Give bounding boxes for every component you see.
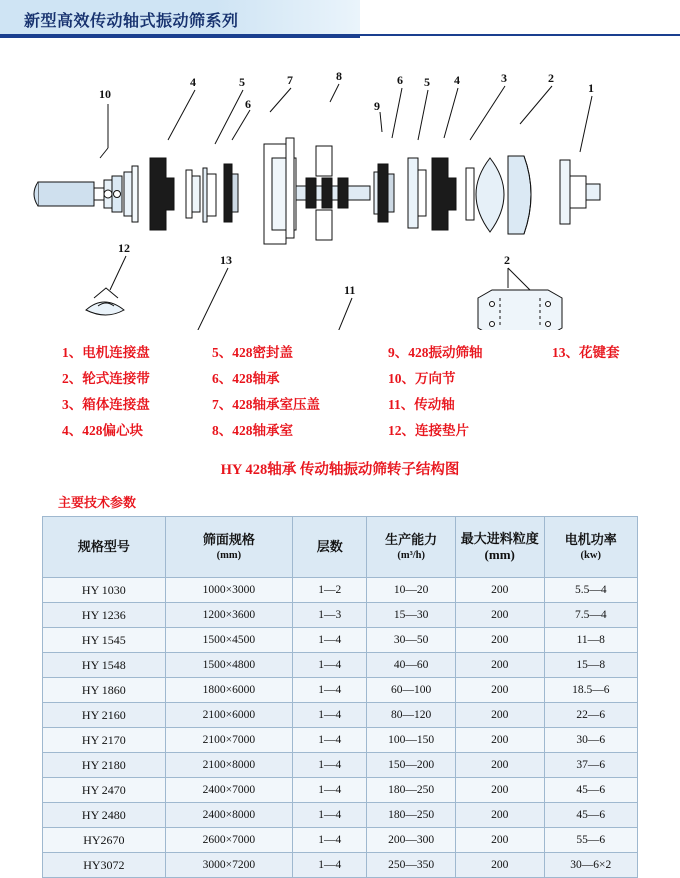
legend-item: 2、轮式连接带	[62, 371, 150, 386]
cell-screen-size: 1800×6000	[165, 678, 292, 703]
callout-2-top: 2	[548, 71, 554, 85]
cell-screen-size: 2600×7000	[165, 828, 292, 853]
cell-layers: 1—4	[293, 803, 367, 828]
table-header-cell	[43, 517, 166, 578]
cell-screen-size: 1200×3600	[165, 603, 292, 628]
params-section-title: 主要技术参数	[58, 495, 137, 510]
cell-power: 7.5—4	[544, 603, 637, 628]
callout-9: 9	[374, 99, 380, 113]
legend-item: 12、连接垫片	[388, 423, 469, 438]
cell-screen-size: 2400×8000	[165, 803, 292, 828]
page-title: 新型高效传动轴式振动筛系列	[24, 13, 239, 30]
banner-divider	[0, 34, 680, 36]
cell-max-feed: 200	[455, 853, 544, 878]
cell-model: HY3072	[43, 853, 166, 878]
cell-capacity: 150—200	[367, 753, 455, 778]
header-unit: (kw)	[580, 549, 601, 561]
cell-model: HY 2160	[43, 703, 166, 728]
legend-item: 11、传动轴	[388, 397, 455, 412]
cell-max-feed: 200	[455, 603, 544, 628]
cell-screen-size: 2100×7000	[165, 728, 292, 753]
callout-11: 11	[344, 283, 356, 297]
cell-max-feed: 200	[455, 578, 544, 603]
cell-max-feed: 200	[455, 703, 544, 728]
cell-model: HY 1030	[43, 578, 166, 603]
cell-max-feed: 200	[455, 778, 544, 803]
cell-model: HY 2470	[43, 778, 166, 803]
callout-6-left: 6	[245, 97, 251, 111]
cell-layers: 1—4	[293, 628, 367, 653]
table-row	[43, 778, 638, 803]
cell-model: HY 2170	[43, 728, 166, 753]
cell-power: 5.5—4	[544, 578, 637, 603]
table-row	[43, 603, 638, 628]
cell-capacity: 80—120	[367, 703, 455, 728]
legend-item: 7、428轴承室压盖	[212, 397, 320, 412]
cell-model: HY 1545	[43, 628, 166, 653]
cell-max-feed: 200	[455, 803, 544, 828]
header-label: 最大进料粒度(mm)	[460, 530, 539, 562]
cell-layers: 1—2	[293, 578, 367, 603]
header-label: 生产能力	[385, 532, 438, 548]
table-row	[43, 678, 638, 703]
legend-item: 10、万向节	[388, 371, 456, 386]
parts-legend	[0, 340, 680, 450]
legend-item: 8、428轴承室	[212, 423, 293, 438]
spec-table	[42, 516, 638, 878]
table-header-row	[43, 517, 638, 578]
legend-item: 1、电机连接盘	[62, 345, 150, 360]
cell-layers: 1—4	[293, 828, 367, 853]
cell-screen-size: 1500×4800	[165, 653, 292, 678]
legend-item: 5、428密封盖	[212, 345, 293, 360]
cell-power: 30—6	[544, 728, 637, 753]
cell-max-feed: 200	[455, 828, 544, 853]
header-label: 筛面规格	[202, 532, 255, 548]
callout-10: 10	[99, 87, 111, 101]
cell-model: HY 1236	[43, 603, 166, 628]
callout-6-right: 6	[397, 73, 403, 87]
cell-model: HY2670	[43, 828, 166, 853]
legend-item: 4、428偏心块	[62, 423, 143, 438]
callout-4-left: 4	[190, 75, 196, 89]
legend-column-4	[552, 340, 620, 366]
cell-layers: 1—4	[293, 753, 367, 778]
table-header-cell	[455, 517, 544, 578]
cell-capacity: 10—20	[367, 578, 455, 603]
header-label: 电机功率	[564, 532, 617, 548]
assembly-diagram	[0, 40, 680, 330]
figure-caption: HY 428轴承 传动轴振动筛转子结构图	[220, 462, 460, 478]
cell-model: HY 2180	[43, 753, 166, 778]
cell-model: HY 2480	[43, 803, 166, 828]
cell-layers: 1—4	[293, 678, 367, 703]
callout-2-bottom: 2	[504, 253, 510, 267]
table-row	[43, 853, 638, 878]
cell-layers: 1—4	[293, 653, 367, 678]
legend-item: 9、428振动筛轴	[388, 345, 483, 360]
cell-power: 45—6	[544, 803, 637, 828]
cell-screen-size: 1000×3000	[165, 578, 292, 603]
table-row	[43, 803, 638, 828]
cell-model: HY 1548	[43, 653, 166, 678]
header-unit: (m³/h)	[397, 549, 425, 561]
table-row	[43, 753, 638, 778]
cell-power: 15—8	[544, 653, 637, 678]
table-header-cell	[293, 517, 367, 578]
table-row	[43, 703, 638, 728]
table-header-cell	[367, 517, 455, 578]
table-row	[43, 728, 638, 753]
cell-max-feed: 200	[455, 653, 544, 678]
cell-power: 18.5—6	[544, 678, 637, 703]
cell-model: HY 1860	[43, 678, 166, 703]
cell-screen-size: 2100×6000	[165, 703, 292, 728]
cell-capacity: 200—300	[367, 828, 455, 853]
cell-power: 11—8	[544, 628, 637, 653]
callout-3: 3	[501, 71, 507, 85]
table-row	[43, 578, 638, 603]
callout-12: 12	[118, 241, 130, 255]
table-header-cell	[544, 517, 637, 578]
cell-screen-size: 2100×8000	[165, 753, 292, 778]
cell-capacity: 100—150	[367, 728, 455, 753]
callout-5-right: 5	[424, 75, 430, 89]
cell-capacity: 40—60	[367, 653, 455, 678]
legend-column-1	[62, 340, 150, 444]
cell-max-feed: 200	[455, 628, 544, 653]
legend-item: 6、428轴承	[212, 371, 280, 386]
cell-capacity: 250—350	[367, 853, 455, 878]
cell-layers: 1—3	[293, 603, 367, 628]
cell-screen-size: 3000×7200	[165, 853, 292, 878]
cell-capacity: 15—30	[367, 603, 455, 628]
cell-layers: 1—4	[293, 778, 367, 803]
cell-max-feed: 200	[455, 728, 544, 753]
legend-item: 13、花键套	[552, 345, 620, 360]
legend-column-2	[212, 340, 320, 444]
header-unit: (mm)	[216, 549, 242, 561]
callout-8: 8	[336, 69, 342, 83]
cell-capacity: 30—50	[367, 628, 455, 653]
cell-power: 30—6×2	[544, 853, 637, 878]
cell-screen-size: 1500×4500	[165, 628, 292, 653]
callout-13: 13	[220, 253, 232, 267]
cell-power: 22—6	[544, 703, 637, 728]
cell-power: 55—6	[544, 828, 637, 853]
cell-screen-size: 2400×7000	[165, 778, 292, 803]
table-header-cell	[165, 517, 292, 578]
header-label: 规格型号	[77, 538, 130, 554]
header-label: 层数	[316, 538, 343, 554]
cell-layers: 1—4	[293, 703, 367, 728]
callout-5-left: 5	[239, 75, 245, 89]
cell-power: 45—6	[544, 778, 637, 803]
cell-capacity: 60—100	[367, 678, 455, 703]
callout-1: 1	[588, 81, 594, 95]
legend-item: 3、箱体连接盘	[62, 397, 150, 412]
cell-layers: 1—4	[293, 728, 367, 753]
cell-power: 37—6	[544, 753, 637, 778]
cell-layers: 1—4	[293, 853, 367, 878]
callout-7: 7	[287, 73, 293, 87]
callout-4-right: 4	[454, 73, 460, 87]
legend-column-3	[388, 340, 483, 444]
table-row	[43, 653, 638, 678]
cell-capacity: 180—250	[367, 778, 455, 803]
table-row	[43, 828, 638, 853]
cell-max-feed: 200	[455, 753, 544, 778]
table-row	[43, 628, 638, 653]
cell-max-feed: 200	[455, 678, 544, 703]
cell-capacity: 180—250	[367, 803, 455, 828]
